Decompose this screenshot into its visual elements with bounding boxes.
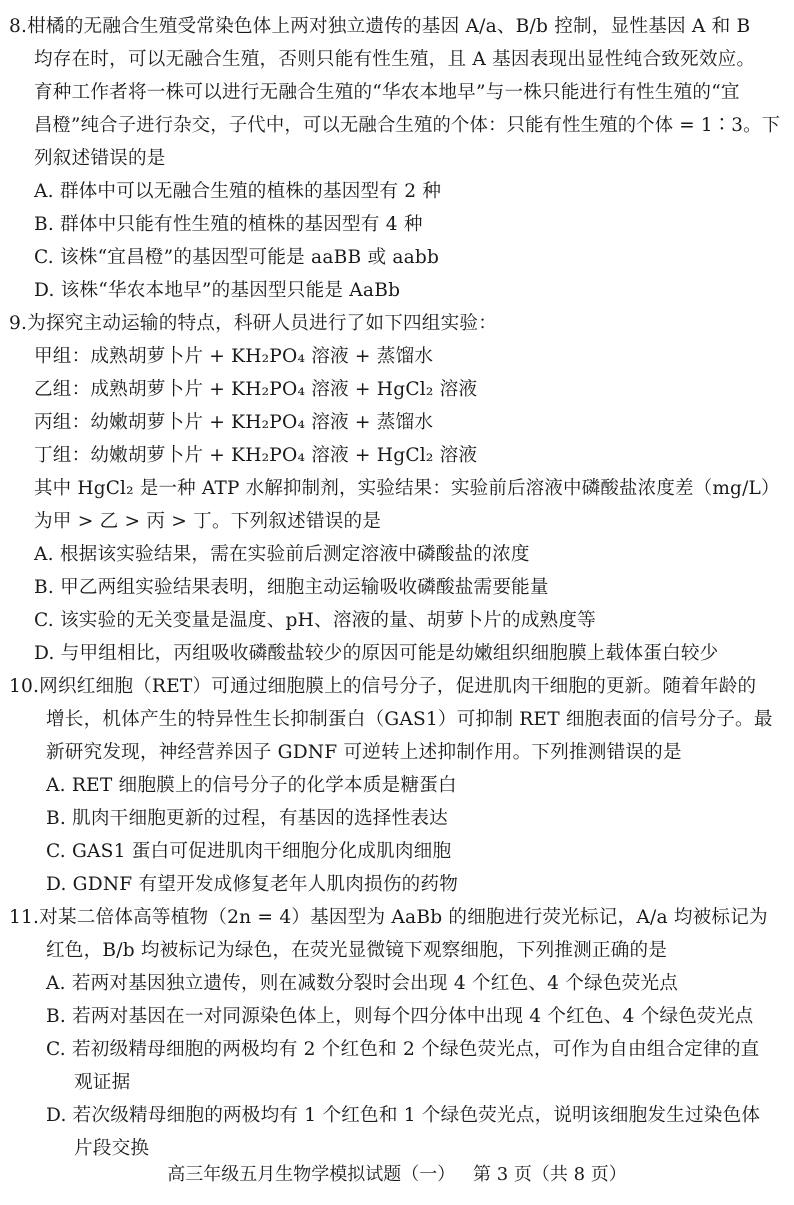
option-d-continued: 片段交换	[74, 1138, 150, 1159]
option-a: A. 若两对基因独立遗传，则在减数分裂时会出现 4 个红色、4 个绿色荧光点	[46, 973, 679, 994]
question-8-line-1	[9, 16, 750, 38]
option-c: C. GAS1 蛋白可促进肌肉干细胞分化成肌肉细胞	[46, 841, 452, 862]
question-stem-line: 列叙述错误的是	[34, 148, 166, 169]
question-stem-line: 为甲 > 乙 > 丙 > 丁。下列叙述错误的是	[34, 511, 382, 532]
option-b: B. 肌肉干细胞更新的过程，有基因的选择性表达	[46, 808, 448, 829]
option-a: A. 群体中可以无融合生殖的植株的基因型有 2 种	[34, 181, 442, 202]
question-stem-line: 网织红细胞（RET）可通过细胞膜上的信号分子，促进肌肉干细胞的更新。随着年龄的	[39, 676, 757, 697]
question-stem-line: 其中 HgCl₂ 是一种 ATP 水解抑制剂，实验结果：实验前后溶液中磷酸盐浓度差（mg/L）	[34, 478, 780, 499]
option-d: D. GDNF 有望开发成修复老年人肌肉损伤的药物	[46, 874, 459, 895]
option-a: A. RET 细胞膜上的信号分子的化学本质是糖蛋白	[46, 775, 457, 796]
option-d: D. 与甲组相比，丙组吸收磷酸盐较少的原因可能是幼嫩组织细胞膜上载体蛋白较少	[34, 643, 719, 664]
footer-page-number: 第 3 页（共 8 页）	[472, 1164, 627, 1185]
question-number: 10.	[9, 676, 40, 697]
question-stem-line: 育种工作者将一株可以进行无融合生殖的“华农本地早”与一株只能进行有性生殖的“宜	[34, 82, 740, 103]
question-stem-line: 增长，机体产生的特异性生长抑制蛋白（GAS1）可抑制 RET 细胞表面的信号分子。最	[46, 709, 773, 730]
experiment-group-yi: 乙组：成熟胡萝卜片 + KH₂PO₄ 溶液 + HgCl₂ 溶液	[34, 379, 478, 400]
option-c: C. 该实验的无关变量是温度、pH、溶液的量、胡萝卜片的成熟度等	[34, 610, 596, 631]
question-9-line-1	[9, 313, 497, 335]
option-b: B. 若两对基因在一对同源染色体上，则每个四分体中出现 4 个红色、4 个绿色荧光点	[46, 1006, 754, 1027]
option-b: B. 甲乙两组实验结果表明，细胞主动运输吸收磷酸盐需要能量	[34, 577, 549, 598]
question-stem-line: 柑橘的无融合生殖受常染色体上两对独立遗传的基因 A/a、B/b 控制，显性基因 A 和 B	[27, 16, 751, 37]
option-c: C. 若初级精母细胞的两极均有 2 个红色和 2 个绿色荧光点，可作为自由组合定律的直	[46, 1039, 760, 1060]
question-number: 9.	[9, 313, 28, 334]
option-c-continued: 观证据	[74, 1072, 131, 1093]
question-stem-line: 为探究主动运输的特点，科研人员进行了如下四组实验：	[27, 313, 497, 334]
option-a: A. 根据该实验结果，需在实验前后测定溶液中磷酸盐的浓度	[34, 544, 530, 565]
option-c: C. 该株“宜昌橙”的基因型可能是 aaBB 或 aabb	[34, 247, 440, 268]
page-footer	[0, 1164, 794, 1186]
question-number: 8.	[9, 16, 28, 37]
question-10-line-1	[9, 676, 756, 698]
question-stem-line: 昌橙”纯合子进行杂交，子代中，可以无融合生殖的个体：只能有性生殖的个体 = 1∶3。下	[34, 115, 781, 136]
question-stem-line: 均存在时，可以无融合生殖，否则只能有性生殖，且 A 基因表现出显性纯合致死效应。	[34, 49, 756, 70]
question-number: 11.	[9, 907, 40, 928]
experiment-group-bing: 丙组：幼嫩胡萝卜片 + KH₂PO₄ 溶液 + 蒸馏水	[34, 412, 434, 433]
footer-exam-title: 高三年级五月生物学模拟试题（一）	[167, 1164, 456, 1185]
option-d: D. 该株“华农本地早”的基因型只能是 AaBb	[34, 280, 401, 301]
experiment-group-ding: 丁组：幼嫩胡萝卜片 + KH₂PO₄ 溶液 + HgCl₂ 溶液	[34, 445, 478, 466]
question-stem-line: 对某二倍体高等植物（2n = 4）基因型为 AaBb 的细胞进行荧光标记，A/a 均被标记为	[39, 907, 768, 928]
question-stem-line: 红色，B/b 均被标记为绿色，在荧光显微镜下观察细胞，下列推测正确的是	[46, 940, 668, 961]
question-11-line-1	[9, 907, 768, 929]
experiment-group-jia: 甲组：成熟胡萝卜片 + KH₂PO₄ 溶液 + 蒸馏水	[34, 346, 434, 367]
option-b: B. 群体中只能有性生殖的植株的基因型有 4 种	[34, 214, 423, 235]
question-stem-line: 新研究发现，神经营养因子 GDNF 可逆转上述抑制作用。下列推测错误的是	[46, 742, 682, 763]
option-d: D. 若次级精母细胞的两极均有 1 个红色和 1 个绿色荧光点，说明该细胞发生过染色体	[46, 1105, 761, 1126]
